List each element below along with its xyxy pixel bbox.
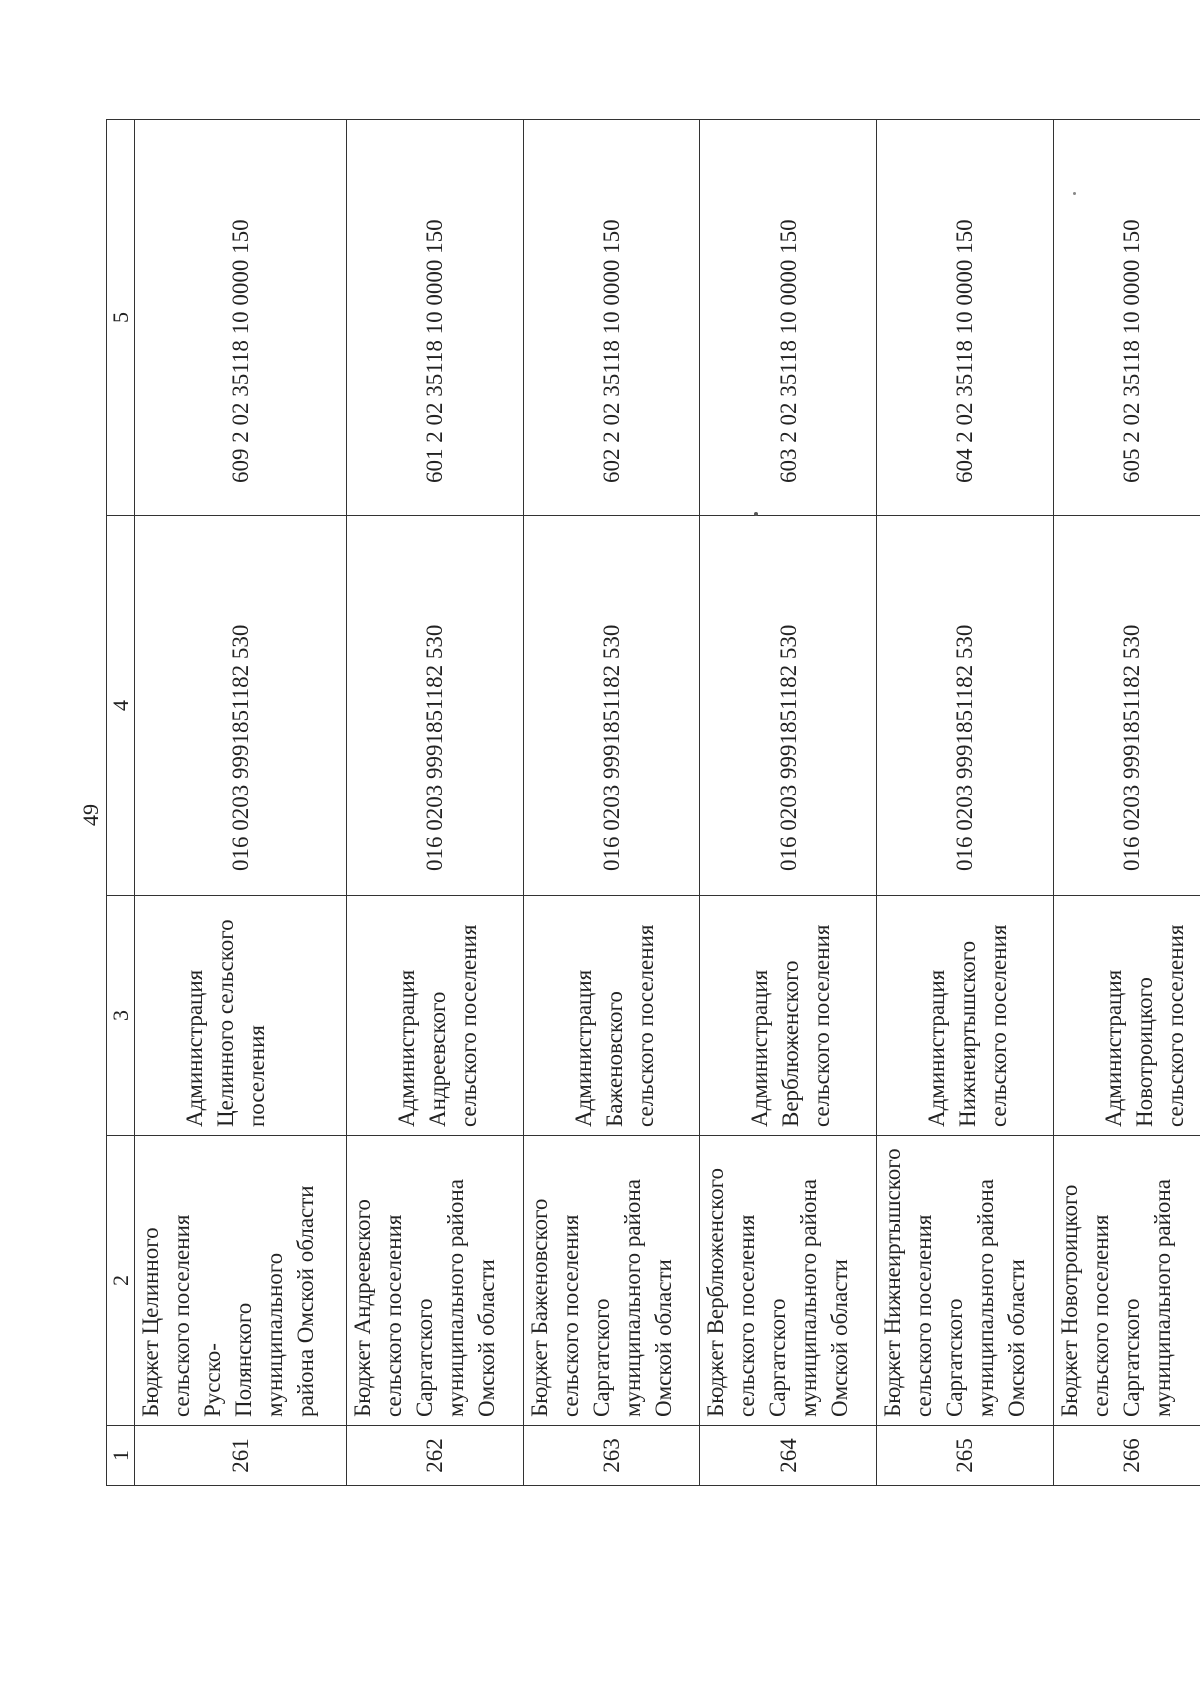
budget-name: Бюджет Верблюженского сельского поселения Саргатского муниципального района Омской области (703, 1168, 853, 1417)
administrator-name: Администрация Андреевского сельского поселения (393, 924, 481, 1127)
revenue-code: 601 2 02 35118 10 0000 150 (346, 120, 523, 516)
revenue-code: 603 2 02 35118 10 0000 150 (700, 120, 877, 516)
column-header-5: 5 (107, 120, 135, 516)
budget-classification-code: 016 0203 9991851182 530 (876, 516, 1053, 896)
administrator-name: Администрация Верблюженского сельского поселения (747, 924, 835, 1127)
column-header-4: 4 (107, 516, 135, 896)
table-row (700, 120, 877, 1486)
budget-name: Бюджет Баженовского сельского поселения Саргатского муниципального района Омской области (526, 1179, 676, 1417)
budget-classification-code: 016 0203 9991851182 530 (1053, 516, 1200, 896)
scan-speck (1073, 192, 1076, 195)
table-header-row (107, 120, 135, 1486)
rotated-table-container (106, 120, 1200, 1486)
budget-classification-code: 016 0203 9991851182 530 (346, 516, 523, 896)
table-row (523, 120, 700, 1486)
budget-classification-code: 016 0203 9991851182 530 (700, 516, 877, 896)
budget-name: Бюджет Нижнеиртышского сельского поселения Саргатского муниципального района Омской области (879, 1148, 1029, 1417)
table-row (135, 120, 347, 1486)
budget-table (106, 119, 1200, 1486)
column-header-3: 3 (107, 896, 135, 1136)
revenue-code: 604 2 02 35118 10 0000 150 (876, 120, 1053, 516)
column-header-1: 1 (107, 1426, 135, 1486)
revenue-code: 609 2 02 35118 10 0000 150 (135, 120, 347, 516)
row-number: 266 (1053, 1426, 1200, 1486)
administrator-name: Администрация Новотроицкого сельского поселения (1100, 924, 1188, 1127)
row-number: 261 (135, 1426, 347, 1486)
scan-speck (754, 512, 758, 516)
row-number: 265 (876, 1426, 1053, 1486)
budget-name: Бюджет Новотроицкого сельского поселения Саргатского муниципального района (1056, 1179, 1175, 1417)
budget-name: Бюджет Андреевского сельского поселения Саргатского муниципального района Омской области (349, 1179, 499, 1417)
administrator-name: Администрация Нижнеиртышского сельского поселения (923, 924, 1011, 1127)
budget-name: Бюджет Целинного сельского поселения Русско- Полянского муниципального района Омской области (138, 1185, 318, 1417)
revenue-code: 602 2 02 35118 10 0000 150 (523, 120, 700, 516)
budget-classification-code: 016 0203 9991851182 530 (523, 516, 700, 896)
table-row (1053, 120, 1200, 1486)
row-number: 262 (346, 1426, 523, 1486)
row-number: 264 (700, 1426, 877, 1486)
table-row (346, 120, 523, 1486)
revenue-code: 605 2 02 35118 10 0000 150 (1053, 120, 1200, 516)
budget-classification-code: 016 0203 9991851182 530 (135, 516, 347, 896)
row-number: 263 (523, 1426, 700, 1486)
table-row (876, 120, 1053, 1486)
page-number: 49 (78, 804, 103, 826)
administrator-name: Администрация Целинного сельского поселения (182, 919, 269, 1127)
column-header-2: 2 (107, 1136, 135, 1426)
administrator-name: Администрация Баженовского сельского поселения (570, 924, 658, 1127)
